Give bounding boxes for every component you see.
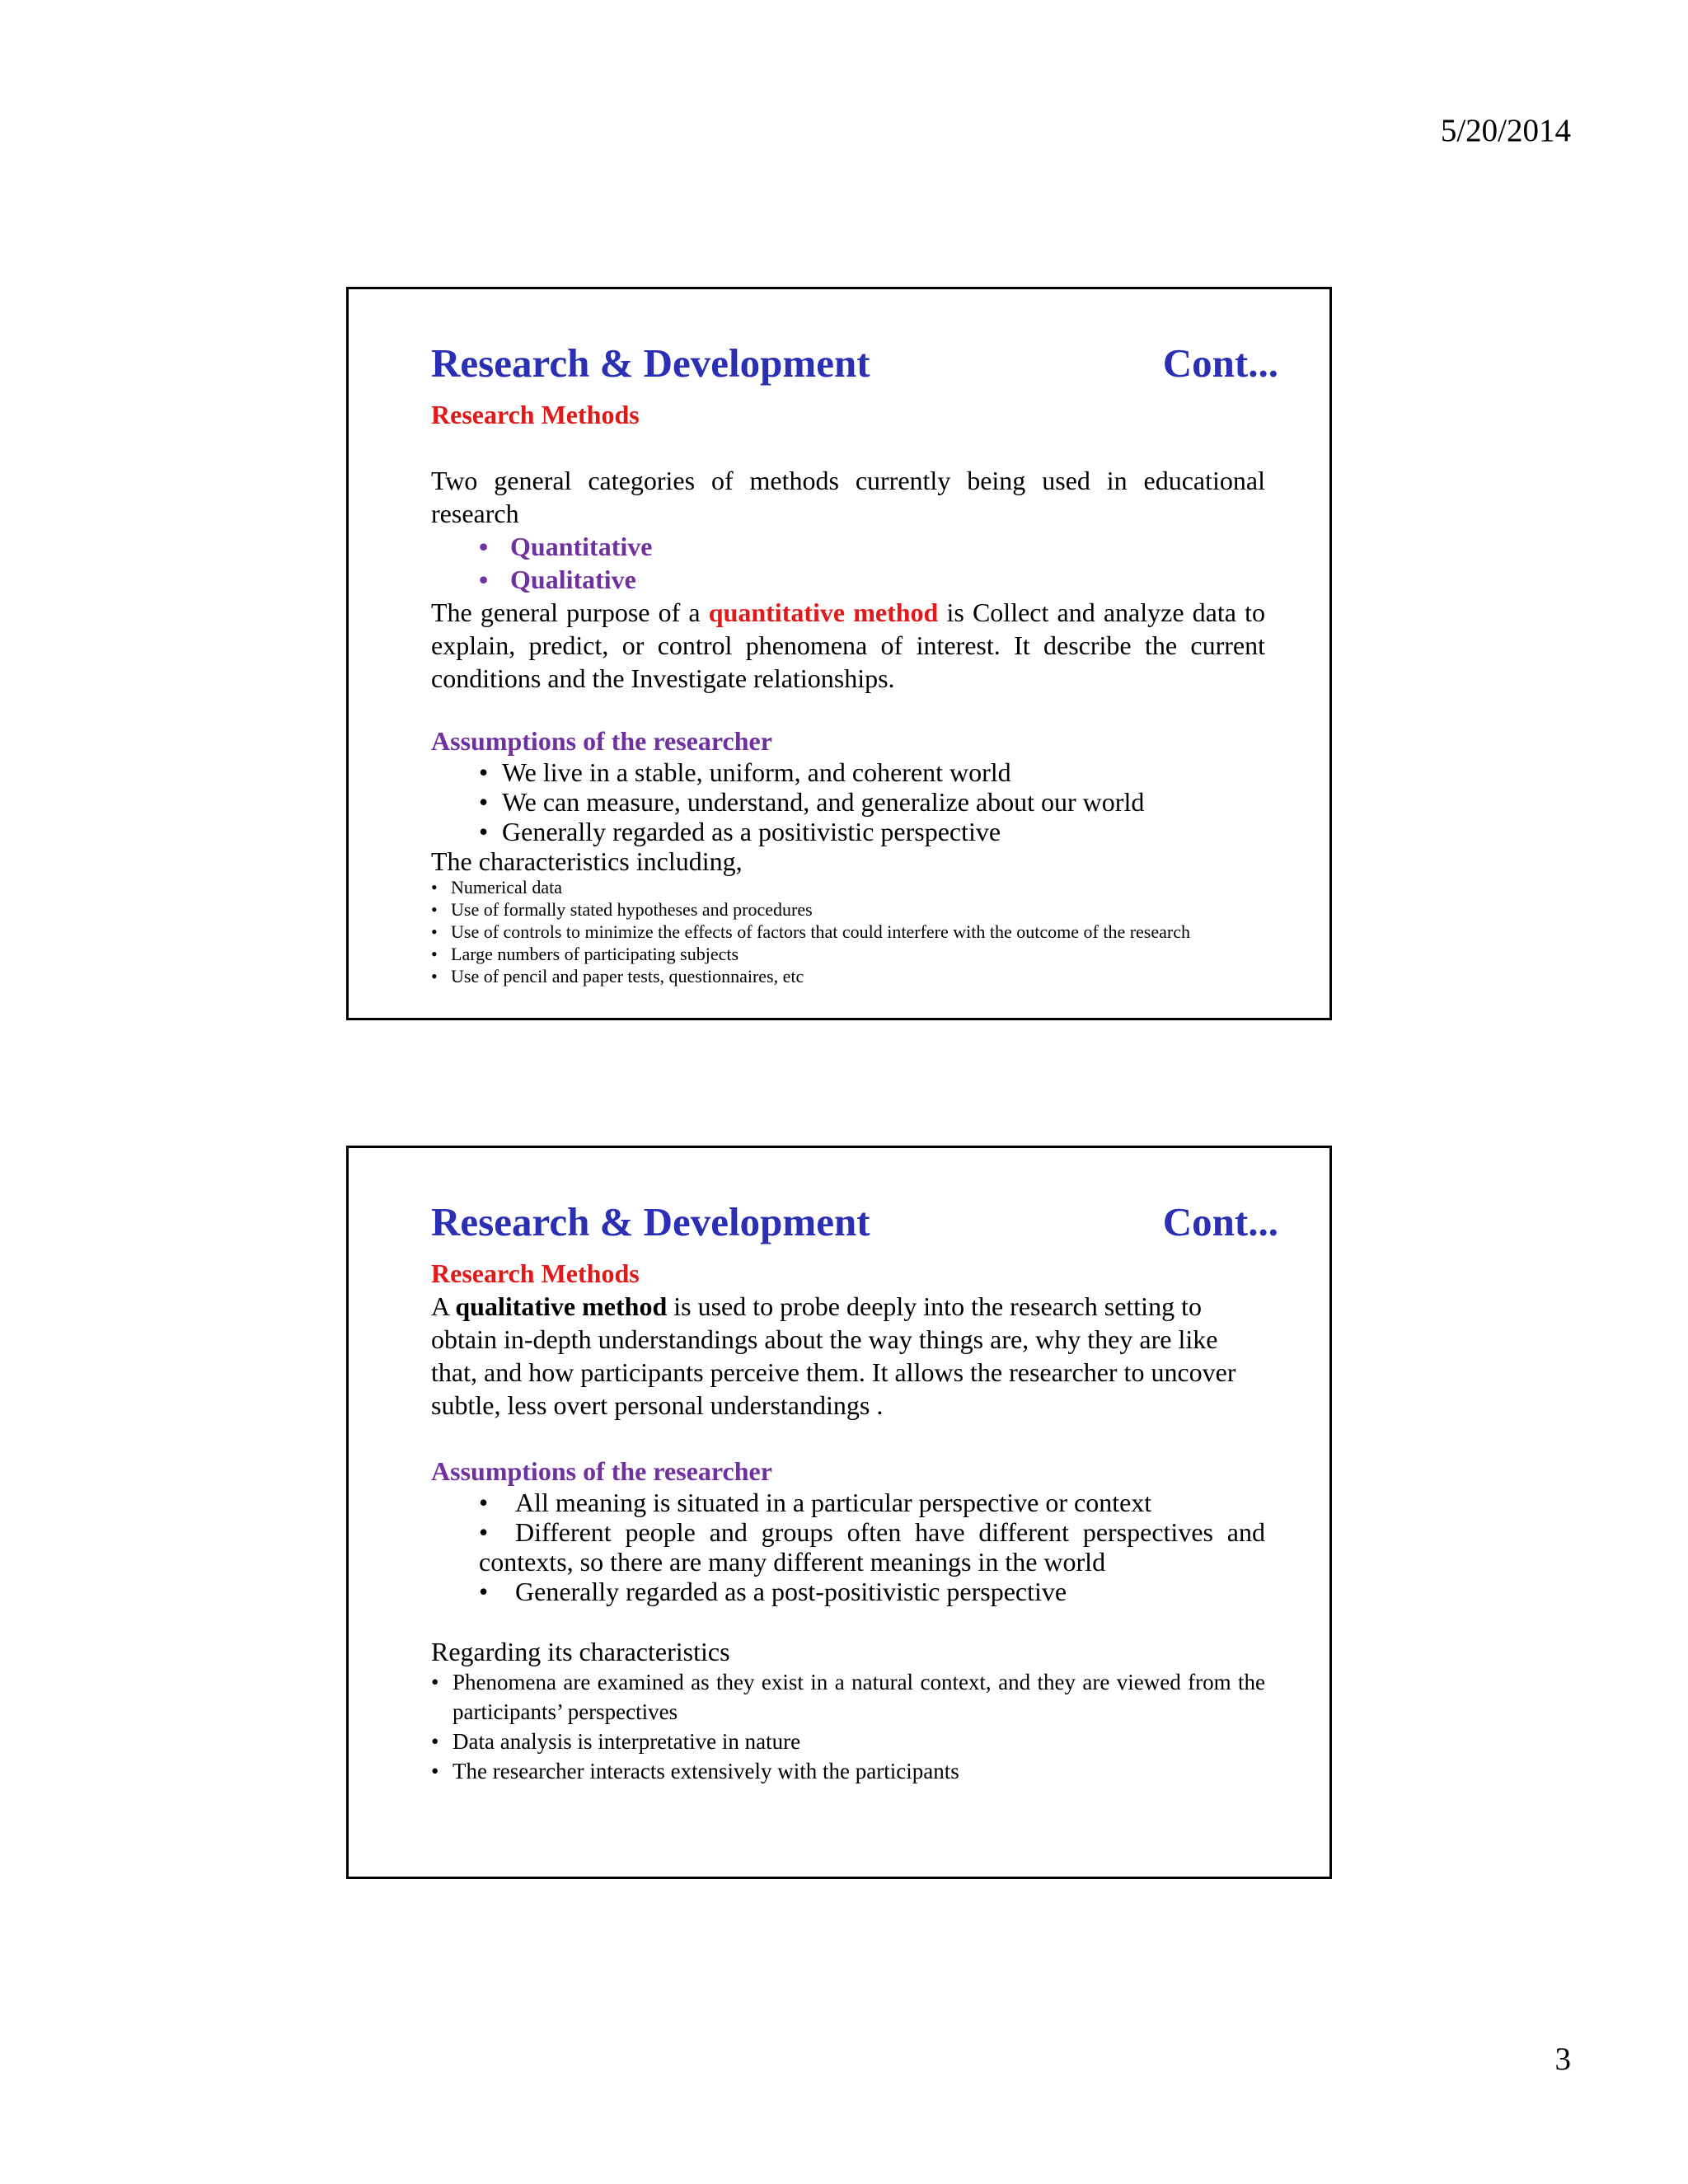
characteristics-list bbox=[431, 1667, 1278, 1786]
characteristics-intro: Regarding its characteristics bbox=[431, 1637, 730, 1666]
quantitative-method-highlight: quantitative method bbox=[708, 598, 939, 627]
assumption-item: • We live in a stable, uniform, and coherent world bbox=[479, 757, 1265, 787]
assumptions-heading: Assumptions of the researcher bbox=[431, 726, 772, 756]
slide-title: Research & Development bbox=[431, 1199, 870, 1244]
assumptions-list bbox=[479, 1488, 1278, 1606]
slide-title: Research & Development bbox=[431, 340, 870, 386]
description-prefix: A bbox=[431, 1291, 456, 1321]
description-suffix: is used to probe deeply into the research setting to obtain in-depth understandings about the way things are, why they are like that, and how participants perceive them. It allows the researcher to uncover subtle, less overt personal understandings . bbox=[431, 1291, 1236, 1420]
assumption-item: • All meaning is situated in a particular perspective or context bbox=[479, 1488, 1265, 1517]
characteristic-item: • Use of formally stated hypotheses and procedures bbox=[431, 898, 1278, 921]
purpose-suffix: is Collect and analyze data to explain, predict, or control phenomena of interest. It describe the current conditions and the Investigate relationships. bbox=[431, 598, 1266, 693]
category-item: • Qualitative bbox=[479, 563, 1278, 596]
characteristic-item: • Data analysis is interpretative in nature bbox=[431, 1727, 1278, 1756]
intro-paragraph: Two general categories of methods currently being used in educational research bbox=[431, 466, 1265, 528]
slide-2 bbox=[346, 1146, 1332, 1879]
qualitative-method-highlight: qualitative method bbox=[455, 1291, 668, 1321]
page-number: 3 bbox=[1554, 2041, 1571, 2077]
qualitative-description bbox=[431, 1290, 1278, 1422]
assumption-item: • Different people and groups often have different perspectives and contexts, so there are many different meanings in the world bbox=[479, 1517, 1265, 1577]
purpose-prefix: The general purpose of a bbox=[431, 598, 709, 627]
slide-title-row bbox=[431, 339, 1278, 388]
assumption-item: • We can measure, understand, and generalize about our world bbox=[479, 787, 1265, 817]
assumptions-list bbox=[479, 757, 1278, 846]
characteristic-item: • Large numbers of participating subjects bbox=[431, 943, 1278, 965]
characteristics-intro: The characteristics including, bbox=[431, 846, 743, 876]
assumption-item: • Generally regarded as a post-positivistic perspective bbox=[479, 1577, 1265, 1606]
slide-2-content bbox=[431, 1148, 1278, 1786]
purpose-paragraph bbox=[431, 596, 1278, 695]
characteristic-item: • Use of pencil and paper tests, questionnaires, etc bbox=[431, 965, 1278, 987]
slide-continued-label: Cont... bbox=[1162, 340, 1278, 386]
slide-1 bbox=[346, 287, 1332, 1020]
page-date: 5/20/2014 bbox=[1440, 113, 1571, 148]
slide-1-content bbox=[431, 289, 1278, 987]
category-list bbox=[479, 530, 1278, 596]
characteristic-item: • Phenomena are examined as they exist in a natural context, and they are viewed from the participants’ perspectives bbox=[431, 1667, 1278, 1727]
characteristic-item: • Numerical data bbox=[431, 876, 1278, 898]
slide-title-row bbox=[431, 1197, 1278, 1247]
slide-continued-label: Cont... bbox=[1162, 1199, 1278, 1244]
characteristics-list bbox=[431, 876, 1278, 987]
characteristic-item: • The researcher interacts extensively with the participants bbox=[431, 1756, 1278, 1786]
assumption-item: • Generally regarded as a positivistic perspective bbox=[479, 817, 1265, 846]
characteristic-item: • Use of controls to minimize the effects of factors that could interfere with the outcome of the research bbox=[431, 921, 1278, 943]
slide-subtitle: Research Methods bbox=[431, 400, 640, 429]
assumptions-heading: Assumptions of the researcher bbox=[431, 1456, 772, 1486]
category-item: • Quantitative bbox=[479, 530, 1278, 563]
slide-subtitle: Research Methods bbox=[431, 1258, 640, 1288]
